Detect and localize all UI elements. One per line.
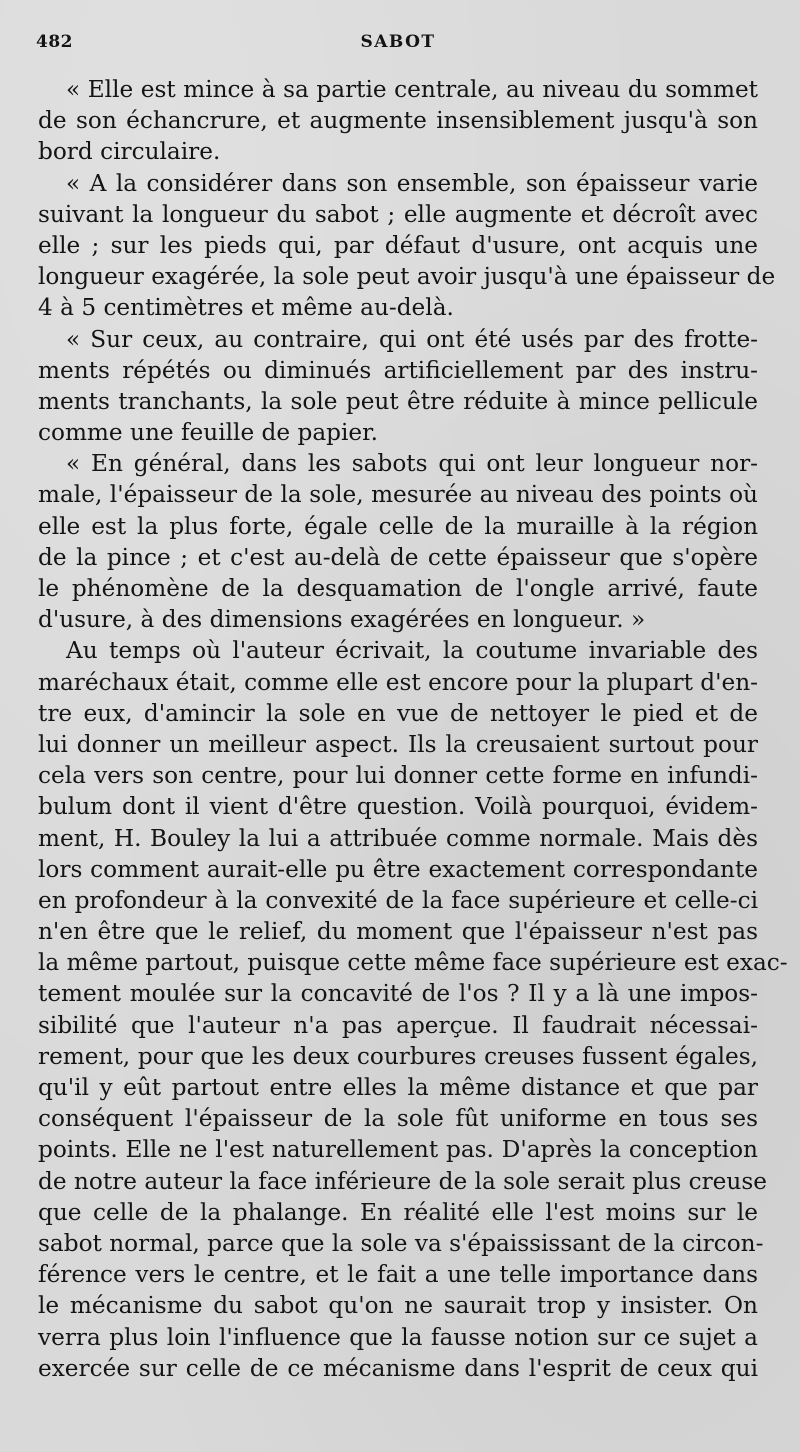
text-line: n'en être que le relief, du moment que l'épaisseur n'est pas <box>38 918 758 946</box>
text-line: « Sur ceux, au contraire, qui ont été usés par des frotte- <box>66 325 758 353</box>
text-line: « En général, dans les sabots qui ont leur longueur nor- <box>66 450 758 478</box>
body-text <box>38 74 788 1384</box>
text-line: « Elle est mince à sa partie centrale, au niveau du sommet <box>66 76 758 103</box>
text-line: ments tranchants, la sole peut être réduite à mince pellicule <box>38 387 758 415</box>
text-line: suivant la longueur du sabot ; elle augmente et décroît avec <box>38 200 758 228</box>
page-header <box>36 32 760 60</box>
text-line: le mécanisme du sabot qu'on ne saurait trop y insister. On <box>38 1292 758 1320</box>
text-line: que celle de la phalange. En réalité elle l'est moins sur le <box>38 1198 758 1226</box>
text-line: ments répétés ou diminués artificiellement par des instru- <box>38 356 758 384</box>
text-line: lors comment aurait-elle pu être exactement correspondante <box>38 855 758 883</box>
text-line: le phénomène de la desquamation de l'ongle arrivé, faute <box>38 575 758 602</box>
text-line: tement moulée sur la concavité de l'os ? Il y a là une impos- <box>38 980 758 1008</box>
text-line: Au temps où l'auteur écrivait, la coutume invariable des <box>66 637 758 665</box>
text-line: elle est la plus forte, égale celle de la muraille à la région <box>38 512 758 540</box>
text-line: bulum dont il vient d'être question. Voilà pourquoi, évidem- <box>38 793 758 821</box>
text-line: sabot normal, parce que la sole va s'épaississant de la circon- <box>38 1229 764 1257</box>
text-line: bord circulaire. <box>38 138 221 166</box>
text-line: maréchaux était, comme elle est encore pour la plupart d'en- <box>38 668 758 696</box>
text-line: cela vers son centre, pour lui donner cette forme en infundi- <box>38 762 758 790</box>
text-line: male, l'épaisseur de la sole, mesurée au niveau des points où <box>38 481 758 509</box>
text-line: en profondeur à la convexité de la face supérieure et celle-ci <box>38 886 758 914</box>
text-line: lui donner un meilleur aspect. Ils la creusaient surtout pour <box>38 730 758 758</box>
text-line: elle ; sur les pieds qui, par défaut d'usure, ont acquis une <box>38 231 758 259</box>
text-line: de notre auteur la face inférieure de la sole serait plus creuse <box>38 1167 767 1195</box>
text-line: verra plus loin l'influence que la fausse notion sur ce sujet a <box>38 1323 758 1351</box>
text-line: rement, pour que les deux courbures creuses fussent égales, <box>38 1042 758 1070</box>
text-line: d'usure, à des dimensions exagérées en longueur. » <box>38 606 646 634</box>
text-line: conséquent l'épaisseur de la sole fût uniforme en tous ses <box>38 1105 758 1133</box>
text-line: tre eux, d'amincir la sole en vue de nettoyer le pied et de <box>38 699 758 727</box>
text-line: comme une feuille de papier. <box>38 419 379 447</box>
text-line: sibilité que l'auteur n'a pas aperçue. Il faudrait nécessai- <box>38 1011 758 1039</box>
text-line: férence vers le centre, et le fait a une telle importance dans <box>38 1261 758 1289</box>
text-line: la même partout, puisque cette même face supérieure est exac- <box>38 949 788 977</box>
page-number: 482 <box>36 32 73 52</box>
text-line: exercée sur celle de ce mécanisme dans l'esprit de ceux qui <box>38 1354 758 1382</box>
running-head: SABOT <box>360 32 436 52</box>
text-line: points. Elle ne l'est naturellement pas. D'après la conception <box>38 1136 758 1164</box>
text-line: « A la considérer dans son ensemble, son épaisseur varie <box>66 169 758 197</box>
text-line: qu'il y eût partout entre elles la même distance et que par <box>38 1074 758 1101</box>
text-line: ment, H. Bouley la lui a attribuée comme normale. Mais dès <box>38 824 758 852</box>
text-line: de la pince ; et c'est au-delà de cette épaisseur que s'opère <box>38 543 758 571</box>
text-line: 4 à 5 centimètres et même au-delà. <box>38 294 454 322</box>
text-line: de son échancrure, et augmente insensiblement jusqu'à son <box>38 107 758 135</box>
text-line: longueur exagérée, la sole peut avoir jusqu'à une épaisseur de <box>38 263 776 291</box>
